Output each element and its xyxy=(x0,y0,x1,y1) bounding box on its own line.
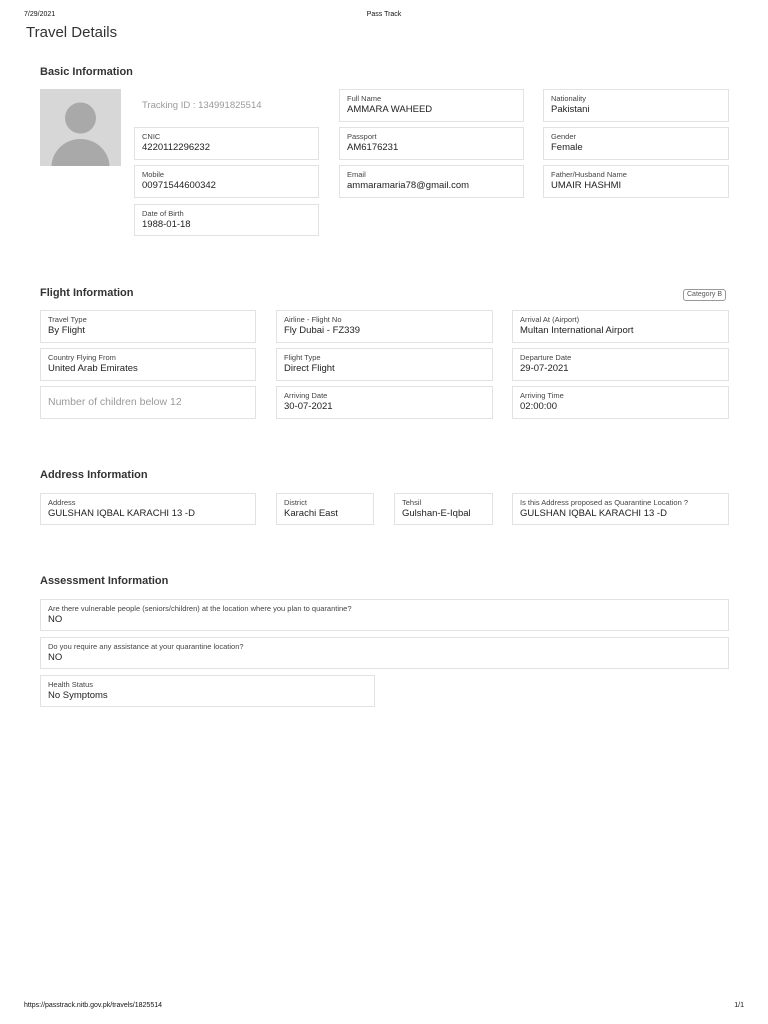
field-value: NO xyxy=(48,614,63,625)
print-date: 7/29/2021 xyxy=(24,11,56,18)
email-field xyxy=(339,165,524,198)
gender-field xyxy=(543,127,729,160)
arriving-date-field xyxy=(276,386,493,419)
field-value: Female xyxy=(551,142,583,153)
field-value: UMAIR HASHMI xyxy=(551,180,622,191)
tehsil-field xyxy=(394,493,493,525)
field-value: NO xyxy=(48,652,63,663)
field-label: Flight Type xyxy=(284,353,321,362)
field-label: Are there vulnerable people (seniors/children) at the location where you plan to quarantine? xyxy=(48,604,352,613)
address-information-heading: Address Information xyxy=(40,469,148,481)
field-label: Country Flying From xyxy=(48,353,116,362)
field-label: Date of Birth xyxy=(142,209,184,218)
field-label: Do you require any assistance at your quarantine location? xyxy=(48,642,244,651)
field-value: Fly Dubai - FZ339 xyxy=(284,325,361,336)
nationality-field xyxy=(543,89,729,122)
field-label: Address xyxy=(48,498,76,507)
field-value: 29-07-2021 xyxy=(520,363,569,374)
departure-date-field xyxy=(512,348,729,381)
field-value: No Symptoms xyxy=(48,690,108,701)
children-below-12-field xyxy=(40,386,256,419)
field-value: GULSHAN IQBAL KARACHI 13 -D xyxy=(520,508,667,519)
category-badge: Category B xyxy=(683,289,726,301)
flight-type-field xyxy=(276,348,493,381)
vulnerable-people-field xyxy=(40,599,729,631)
field-label: Full Name xyxy=(347,94,382,103)
user-silhouette-icon xyxy=(40,89,121,166)
field-label: Father/Husband Name xyxy=(551,170,627,179)
field-label: Tehsil xyxy=(402,498,422,507)
field-label: Nationality xyxy=(551,94,587,103)
field-value: 4220112296232 xyxy=(142,142,210,153)
field-label: Arriving Time xyxy=(520,391,564,400)
field-value: 30-07-2021 xyxy=(284,401,333,412)
field-label: Email xyxy=(347,170,366,179)
travel-type-field xyxy=(40,310,256,343)
field-value: Gulshan-E-Iqbal xyxy=(402,508,471,519)
field-label: Departure Date xyxy=(520,353,572,362)
print-url: https://passtrack.nitb.gov.pk/travels/1825514 xyxy=(24,1002,163,1009)
full-name-field xyxy=(339,89,524,122)
field-value: 02:00:00 xyxy=(520,401,557,412)
field-value: AMMARA WAHEED xyxy=(347,104,433,115)
field-label: Airline - Flight No xyxy=(284,315,342,324)
field-label: Travel Type xyxy=(48,315,87,324)
print-title: Pass Track xyxy=(366,11,402,18)
country-flying-from-field xyxy=(40,348,256,381)
avatar xyxy=(40,89,121,166)
field-label: Is this Address proposed as Quarantine Location ? xyxy=(520,498,689,507)
print-page-number: 1/1 xyxy=(734,1002,744,1009)
passport-field xyxy=(339,127,524,160)
field-label: Gender xyxy=(551,132,577,141)
field-label: District xyxy=(284,498,307,507)
field-value: Direct Flight xyxy=(284,363,335,374)
address-field xyxy=(40,493,256,525)
airline-flight-no-field xyxy=(276,310,493,343)
assistance-required-field xyxy=(40,637,729,669)
flight-information-heading: Flight Information xyxy=(40,287,134,299)
field-label: Arrival At (Airport) xyxy=(520,315,580,324)
assessment-information-heading: Assessment Information xyxy=(40,575,169,587)
field-label: CNIC xyxy=(142,132,161,141)
field-value: 00971544600342 xyxy=(142,180,216,191)
health-status-field xyxy=(40,675,375,707)
tracking-id: Tracking ID : 134991825514 xyxy=(142,100,262,111)
date-of-birth-field xyxy=(134,204,319,236)
district-field xyxy=(276,493,374,525)
mobile-field xyxy=(134,165,319,198)
field-value: Pakistani xyxy=(551,104,590,115)
field-value: AM6176231 xyxy=(347,142,399,153)
field-label: Mobile xyxy=(142,170,165,179)
field-value: United Arab Emirates xyxy=(48,363,138,374)
arriving-time-field xyxy=(512,386,729,419)
field-label: Arriving Date xyxy=(284,391,328,400)
father-husband-name-field xyxy=(543,165,729,198)
field-label: Health Status xyxy=(48,680,94,689)
field-value: By Flight xyxy=(48,325,85,336)
arrival-airport-field xyxy=(512,310,729,343)
basic-information-heading: Basic Information xyxy=(40,66,133,78)
field-value: 1988-01-18 xyxy=(142,219,191,230)
field-value: Karachi East xyxy=(284,508,338,519)
field-value: GULSHAN IQBAL KARACHI 13 -D xyxy=(48,508,195,519)
quarantine-location-field xyxy=(512,493,729,525)
field-label: Passport xyxy=(347,132,377,141)
cnic-field xyxy=(134,127,319,160)
field-placeholder: Number of children below 12 xyxy=(48,396,182,408)
field-value: ammaramaria78@gmail.com xyxy=(347,180,470,191)
field-value: Multan International Airport xyxy=(520,325,634,336)
page-title: Travel Details xyxy=(26,24,118,41)
